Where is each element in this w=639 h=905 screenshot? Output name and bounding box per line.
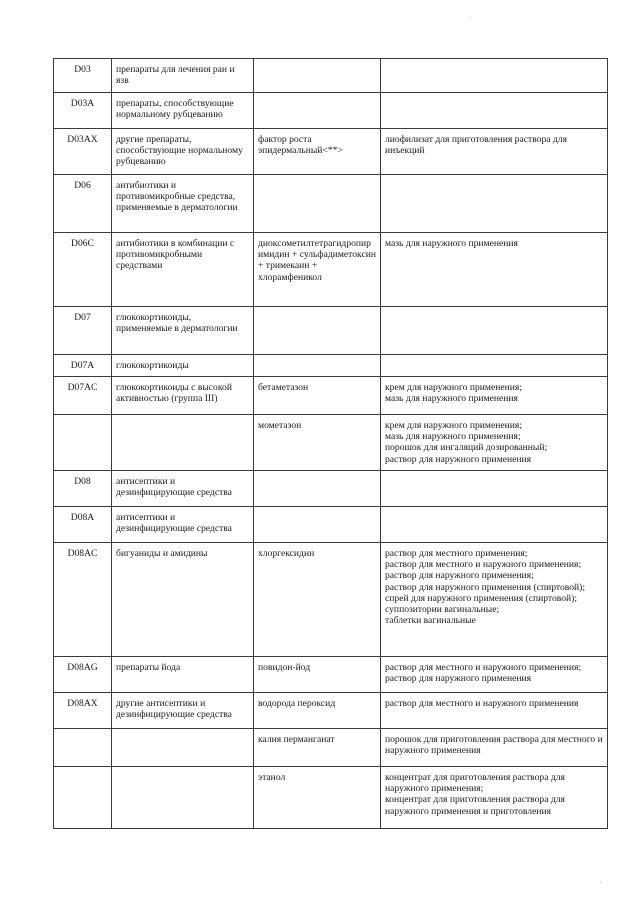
active-substance-cell: повидон-йод [254, 657, 381, 693]
dosage-form-line: раствор для местного и наружного применения [385, 698, 579, 709]
dosage-forms-cell [381, 377, 608, 415]
table-row [54, 307, 608, 355]
dosage-forms-cell [381, 175, 608, 233]
dosage-forms-cell [381, 129, 608, 175]
atc-code-cell: D03A [54, 93, 112, 129]
table-row [54, 543, 608, 657]
dosage-form-line: раствор для местного применения; [385, 548, 528, 559]
pharmacological-group-cell: бигуаниды и амидины [112, 543, 254, 657]
atc-code-cell: D07A [54, 355, 112, 377]
active-substance-cell [254, 93, 381, 129]
dosage-form-line: крем для наружного применения; [385, 420, 522, 431]
scan-speck [600, 882, 601, 883]
pharmacological-group-cell: глюкокортикоиды, применяемые в дерматологии [112, 307, 254, 355]
pharmacological-group-cell [112, 415, 254, 471]
atc-code-cell: D08 [54, 471, 112, 507]
dosage-form-line: концентрат для приготовления раствора для наружного применения; [385, 772, 565, 795]
active-substance-cell: этанол [254, 767, 381, 829]
dosage-forms-cell [381, 307, 608, 355]
dosage-form-line: порошок для приготовления раствора для местного и наружного применения [385, 734, 603, 757]
table-row [54, 729, 608, 767]
pharmacological-group-cell: глюкокортикоиды [112, 355, 254, 377]
dosage-form-line: суппозитории вагинальные; [385, 604, 500, 616]
dosage-form-line: раствор для местного и наружного применения; [385, 662, 582, 673]
dosage-forms-cell [381, 507, 608, 543]
pharmacological-group-cell [112, 767, 254, 829]
atc-code-cell: D08AG [54, 657, 112, 693]
dosage-form-line: концентрат для приготовления раствора для наружного применения и приготовления [385, 794, 565, 817]
dosage-form-line: мазь для наружного применения [385, 238, 518, 249]
dosage-form-line: спрей для наружного применения (спиртовой); [385, 592, 578, 604]
dosage-form-line: раствор для наружного применения [385, 673, 532, 685]
atc-code-cell [54, 729, 112, 767]
dosage-form-line: крем для наружного применения; [385, 382, 522, 393]
active-substance-cell: хлоргексидин [254, 543, 381, 657]
dosage-form-line: мазь для наружного применения; [385, 431, 521, 443]
pharmacological-group-cell: антисептики и дезинфицирующие средства [112, 507, 254, 543]
active-substance-cell [254, 175, 381, 233]
pharmacological-group-cell: препараты, способствующие нормальному рубцеванию [112, 93, 254, 129]
dosage-form-line: раствор для наружного применения; [385, 570, 534, 582]
atc-code-cell: D07AC [54, 377, 112, 415]
dosage-forms-cell [381, 59, 608, 93]
table-row [54, 129, 608, 175]
table-row [54, 767, 608, 829]
atc-code-cell [54, 767, 112, 829]
atc-code-cell: D03AX [54, 129, 112, 175]
table-row [54, 93, 608, 129]
pharmacological-group-cell: глюкокортикоиды с высокой активностью (группа III) [112, 377, 254, 415]
dosage-form-line: раствор для наружного применения (спиртовой); [385, 581, 586, 593]
dosage-forms-cell [381, 233, 608, 307]
atc-code-cell: D06 [54, 175, 112, 233]
dosage-forms-cell [381, 93, 608, 129]
drug-classification-table [53, 58, 608, 829]
active-substance-cell: бетаметазон [254, 377, 381, 415]
table-row [54, 415, 608, 471]
dosage-form-line: лиофилизат для приготовления раствора для инъекций [385, 134, 567, 157]
active-substance-cell: диоксометилтетрагидропиримидин + сульфадиметоксин + тримекаин + хлорамфеникол [254, 233, 381, 307]
active-substance-cell [254, 59, 381, 93]
dosage-form-line: таблетки вагинальные [385, 615, 476, 627]
dosage-forms-cell [381, 729, 608, 767]
atc-code-cell: D06C [54, 233, 112, 307]
atc-code-cell: D03 [54, 59, 112, 93]
atc-code-cell [54, 415, 112, 471]
table-row [54, 233, 608, 307]
pharmacological-group-cell: препараты для лечения ран и язв [112, 59, 254, 93]
active-substance-cell: калия перманганат [254, 729, 381, 767]
active-substance-cell [254, 507, 381, 543]
atc-code-cell: D07 [54, 307, 112, 355]
table-row [54, 693, 608, 729]
atc-code-cell: D08A [54, 507, 112, 543]
dosage-forms-cell [381, 471, 608, 507]
atc-code-cell: D08AC [54, 543, 112, 657]
table-row [54, 507, 608, 543]
table-row [54, 471, 608, 507]
active-substance-cell [254, 307, 381, 355]
scan-speck [470, 18, 471, 19]
atc-code-cell: D08AX [54, 693, 112, 729]
table-row [54, 355, 608, 377]
active-substance-cell: мометазон [254, 415, 381, 471]
dosage-form-line: раствор для наружного применения [385, 453, 532, 465]
table-row [54, 59, 608, 93]
pharmacological-group-cell: препараты йода [112, 657, 254, 693]
pharmacological-group-cell: антисептики и дезинфицирующие средства [112, 471, 254, 507]
active-substance-cell: фактор роста эпидермальный<**> [254, 129, 381, 175]
pharmacological-group-cell: другие антисептики и дезинфицирующие средства [112, 693, 254, 729]
dosage-forms-cell [381, 767, 608, 829]
dosage-forms-cell [381, 415, 608, 471]
dosage-form-line: раствор для местного и наружного применения; [385, 559, 582, 571]
dosage-form-line: мазь для наружного применения [385, 393, 518, 405]
pharmacological-group-cell: антибиотики и противомикробные средства, применяемые в дерматологии [112, 175, 254, 233]
table-row [54, 175, 608, 233]
active-substance-cell [254, 471, 381, 507]
dosage-forms-cell [381, 693, 608, 729]
dosage-forms-cell [381, 657, 608, 693]
pharmacological-group-cell: антибиотики в комбинации с противомикробными средствами [112, 233, 254, 307]
dosage-forms-cell [381, 543, 608, 657]
table-row [54, 657, 608, 693]
dosage-form-line: порошок для ингаляций дозированный; [385, 442, 548, 454]
dosage-forms-cell [381, 355, 608, 377]
pharmacological-group-cell: другие препараты, способствующие нормальному рубцеванию [112, 129, 254, 175]
pharmacological-group-cell [112, 729, 254, 767]
active-substance-cell [254, 355, 381, 377]
table-row [54, 377, 608, 415]
active-substance-cell: водорода пероксид [254, 693, 381, 729]
